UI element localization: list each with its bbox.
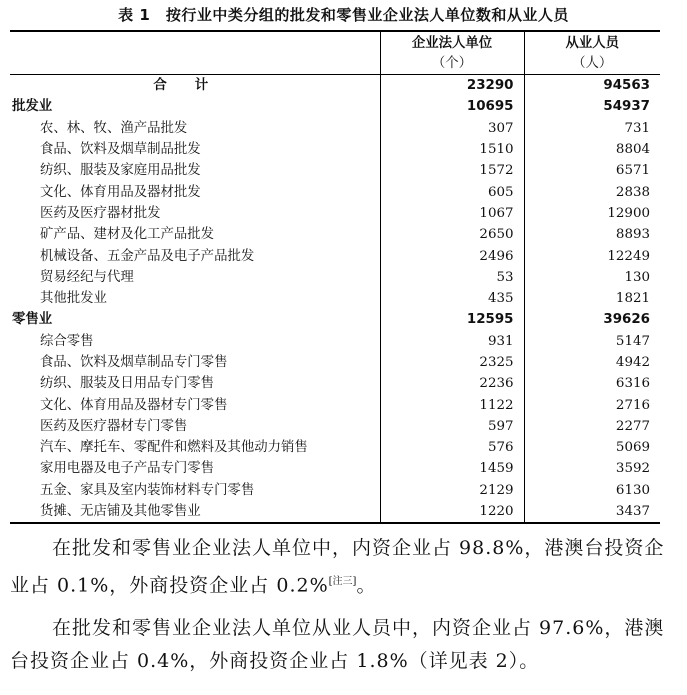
table-row [10,394,660,415]
paragraph-2 [10,612,678,678]
row-units: 2129 [380,480,524,501]
row-units: 1122 [380,394,524,415]
header-employees [524,31,660,74]
table-row [10,160,660,181]
table-row [10,118,660,139]
table-row [10,480,660,501]
table-row [10,288,660,309]
row-label: 食品、饮料及烟草制品批发 [40,142,201,158]
row-units: 931 [380,331,524,352]
table-row [10,181,660,202]
paragraph-1 [10,532,678,602]
row-units: 597 [380,416,524,437]
row-label: 贸易经纪与代理 [40,269,134,285]
row-units: 307 [380,118,524,139]
row-units: 576 [380,437,524,458]
row-employees: 5069 [524,437,660,458]
row-employees: 2716 [524,394,660,415]
row-label: 五金、家具及室内装饰材料专门零售 [40,482,255,498]
row-employees: 12900 [524,203,660,224]
row-label: 文化、体育用品及器材专门零售 [40,397,228,413]
row-label: 农、林、牧、渔产品批发 [40,120,188,136]
header-units [380,31,524,74]
table-row [10,139,660,160]
row-units: 1067 [380,203,524,224]
wholesale-label: 批发业 [12,99,53,115]
row-units: 1510 [380,139,524,160]
row-units: 1459 [380,458,524,479]
total-row [10,75,660,97]
row-units: 2496 [380,245,524,266]
table-title: 表 1 按行业中类分组的批发和零售业企业法人单位数和从业人员 [118,6,569,24]
row-units: 1572 [380,160,524,181]
table-row [10,437,660,458]
total-units: 23290 [380,75,524,97]
row-employees: 731 [524,118,660,139]
row-employees: 1821 [524,288,660,309]
total-label: 合计 [153,78,237,94]
table-row [10,352,660,373]
row-label: 文化、体育用品及器材批发 [40,184,201,200]
row-label: 纺织、服装及日用品专门零售 [40,376,215,392]
row-label: 汽车、摩托车、零配件和燃料及其他动力销售 [40,440,308,456]
table-row [10,416,660,437]
row-label: 综合零售 [40,333,94,349]
retail-units: 12595 [380,309,524,330]
row-employees: 2838 [524,181,660,202]
table-row [10,373,660,394]
header-units-unit: （个） [431,56,473,71]
row-label: 纺织、服装及家庭用品批发 [40,163,201,179]
table-row [10,458,660,479]
row-employees: 8804 [524,139,660,160]
table-row [10,501,660,523]
retail-group-row [10,309,660,330]
row-employees: 2277 [524,416,660,437]
row-employees: 130 [524,267,660,288]
table-row [10,203,660,224]
row-label: 食品、饮料及烟草制品专门零售 [40,355,228,370]
row-units: 2325 [380,352,524,373]
row-label: 家用电器及电子产品专门零售 [40,461,215,477]
row-employees: 3437 [524,501,660,523]
industry-table [10,30,660,524]
row-employees: 6130 [524,480,660,501]
row-units: 53 [380,267,524,288]
row-units: 435 [380,288,524,309]
wholesale-employees: 54937 [524,96,660,117]
table-row [10,331,660,352]
row-units: 2236 [380,373,524,394]
row-employees: 8893 [524,224,660,245]
footnote-ref[interactable]: [注三] [328,576,357,587]
row-employees: 3592 [524,458,660,479]
row-label: 货摊、无店铺及其他零售业 [10,501,380,523]
row-units: 605 [380,181,524,202]
table-row [10,267,660,288]
row-label: 其他批发业 [40,291,107,307]
row-units: 1220 [380,501,524,523]
retail-employees: 39626 [524,309,660,330]
row-label: 矿产品、建材及化工产品批发 [40,227,215,243]
row-label: 机械设备、五金产品及电子产品批发 [40,248,255,264]
paragraph-2-text: 在批发和零售业企业法人单位从业人员中，内资企业占 97.6%，港澳台投资企业占 0.4%，外商投资企业占 1.8%（详见表 2）。 [10,617,665,672]
row-employees: 6316 [524,373,660,394]
header-employees-label: 从业人员 [565,36,620,51]
header-units-label: 企业法人单位 [411,36,493,51]
row-label: 医药及医疗器材批发 [40,205,161,221]
wholesale-group-row [10,96,660,117]
table-row [10,245,660,266]
row-employees: 12249 [524,245,660,266]
retail-label: 零售业 [12,312,53,328]
row-employees: 4942 [524,352,660,373]
paragraph-1-text: 在批发和零售业企业法人单位中，内资企业占 98.8%，港澳台投资企业占 0.1%，外商投资企业占 0.2% [10,537,665,597]
table-row [10,224,660,245]
total-employees: 94563 [524,75,660,97]
header-label-cell [10,31,380,74]
header-employees-unit: （人） [572,56,613,71]
row-employees: 5147 [524,331,660,352]
wholesale-units: 10695 [380,96,524,117]
paragraph-1-end: 。 [356,574,377,597]
row-employees: 6571 [524,160,660,181]
row-units: 2650 [380,224,524,245]
row-label: 医药及医疗器材专门零售 [40,418,188,434]
